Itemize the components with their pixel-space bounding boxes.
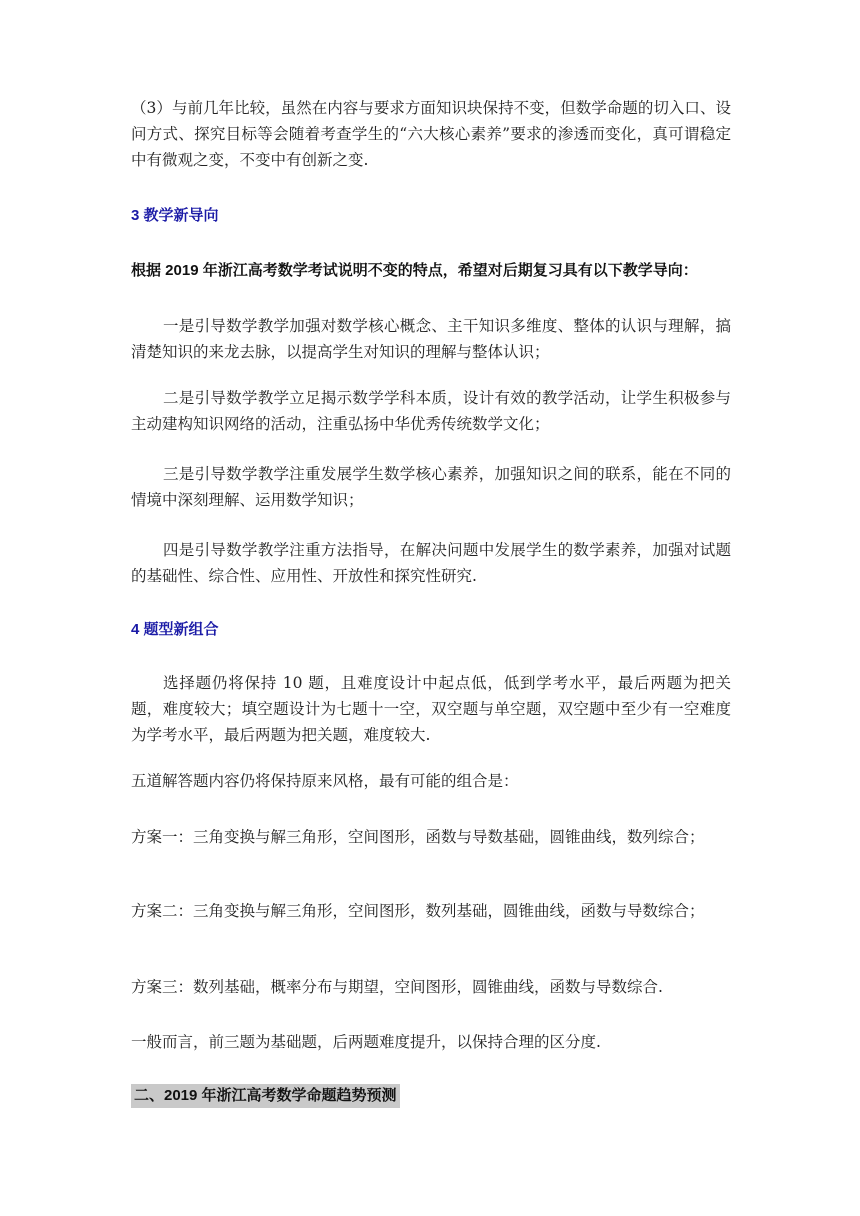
- paragraph-plan-2: 方案二：三角变换与解三角形，空间图形，数列基础，圆锥曲线，函数与导数综合；: [131, 902, 705, 920]
- paragraph-guidance-1: 一是引导数学教学加强对数学核心概念、主干知识多维度、整体的认识与理解，搞清楚知识的来龙去脉，以提高学生对知识的理解与整体认识；: [131, 317, 731, 361]
- section-heading-trend: 二、2019 年浙江高考数学命题趋势预测: [131, 1084, 400, 1108]
- paragraph-guidance-3: 三是引导数学教学注重发展学生数学核心素养，加强知识之间的联系，能在不同的情境中深刻理解、运用数学知识；: [131, 465, 731, 509]
- paragraph-summary: 一般而言，前三题为基础题，后两题难度提升，以保持合理的区分度.: [131, 1033, 601, 1051]
- paragraph-guidance-2: 二是引导数学教学立足揭示数学学科本质，设计有效的教学活动，让学生积极参与主动建构知识网络的活动，注重弘扬中华优秀传统数学文化；: [131, 389, 731, 433]
- heading-question-types: 4 题型新组合: [131, 621, 219, 638]
- paragraph-plan-3: 方案三：数列基础，概率分布与期望，空间图形，圆锥曲线，函数与导数综合.: [131, 978, 663, 996]
- heading-teaching-guidance: 3 教学新导向: [131, 207, 219, 224]
- paragraph-lead: 根据 2019 年浙江高考数学考试说明不变的特点，希望对后期复习具有以下教学导向：: [131, 262, 698, 279]
- paragraph-guidance-4: 四是引导数学教学注重方法指导，在解决问题中发展学生的数学素养，加强对试题的基础性、综合性、应用性、开放性和探究性研究.: [131, 541, 731, 585]
- paragraph-intro-3: （3）与前几年比较，虽然在内容与要求方面知识块保持不变，但数学命题的切入口、设问方式、探究目标等会随着考查学生的“六大核心素养”要求的渗透而变化，真可谓稳定中有微观之变，不变中有创新之变.: [131, 99, 731, 169]
- paragraph-question-choice: 选择题仍将保持 10 题，且难度设计中起点低，低到学考水平，最后两题为把关题，难度较大；填空题设计为七题十一空，双空题与单空题，双空题中至少有一空难度为学考水平，最后两题为把关题，难度较大.: [131, 674, 731, 744]
- paragraph-question-solve: 五道解答题内容仍将保持原来风格，最有可能的组合是：: [131, 772, 519, 790]
- paragraph-plan-1: 方案一：三角变换与解三角形，空间图形，函数与导数基础，圆锥曲线，数列综合；: [131, 828, 705, 846]
